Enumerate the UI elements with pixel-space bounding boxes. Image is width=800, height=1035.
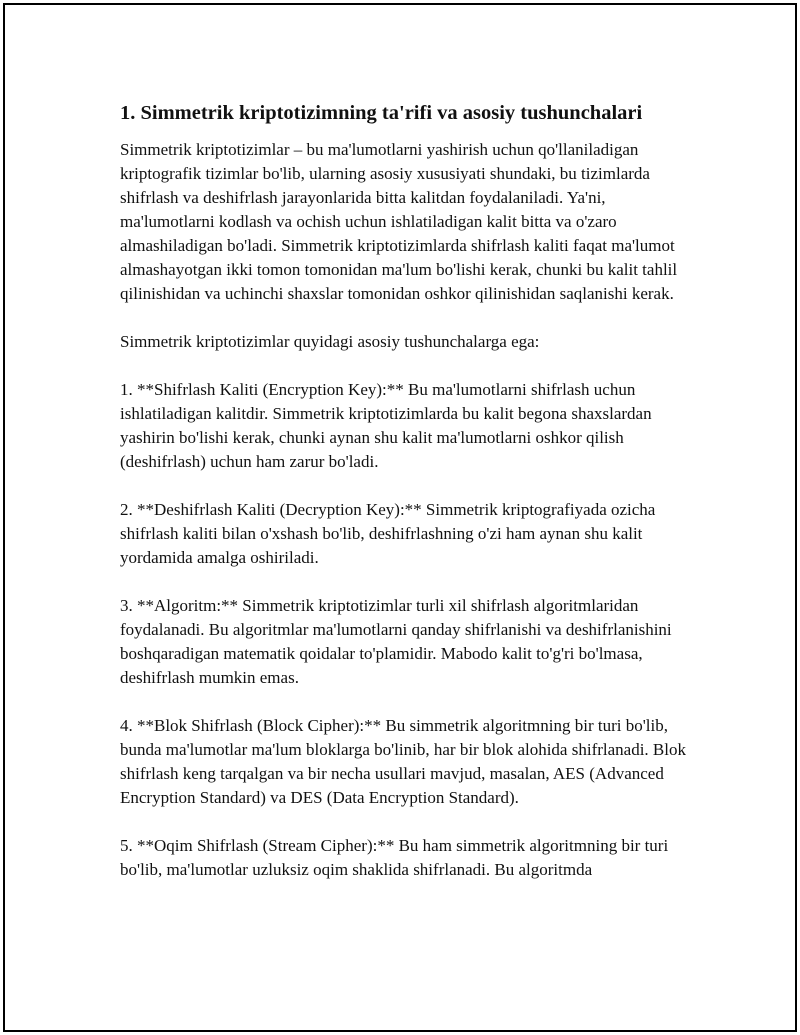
section-heading: 1. Simmetrik kriptotizimning ta'rifi va asosiy tushunchalari — [120, 102, 643, 124]
list-item-decryption-key: 2. **Deshifrlash Kaliti (Decryption Key):** Simmetrik kriptografiyada ozicha shifrlash kaliti bilan o'xshash bo'lib, deshifrlashning o'zi ham aynan shu kalit yordamida amalga oshiriladi. — [120, 500, 656, 567]
document-content — [120, 100, 692, 906]
intro-paragraph: Simmetrik kriptotizimlar – bu ma'lumotlarni yashirish uchun qo'llaniladigan kriptografik tizimlar bo'lib, ularning asosiy xususiyati shundaki, bu tizimlarda shifrlash va deshifrlash jarayonlarida bitta kalitdan foydalaniladi. Ya'ni, ma'lumotlarni kodlash va ochish uchun ishlatiladigan kalit bitta va o'zaro almashiladigan bo'ladi. Simmetrik kriptotizimlarda shifrlash kaliti faqat ma'lumot almashayotgan ikki tomon tomonidan ma'lum bo'lishi kerak, chunki bu kalit tahlil qilinishidan va uchinchi shaxslar tomonidan oshkor qilinishidan saqlanishi kerak. — [120, 140, 678, 303]
list-item-algorithm: 3. **Algoritm:** Simmetrik kriptotizimlar turli xil shifrlash algoritmlaridan foydalanadi. Bu algoritmlar ma'lumotlarni qanday shifrlanishi va deshifrlanishini boshqaradigan matematik qoidalar to'plamidir. Mabodo kalit to'g'ri bo'lmasa, deshifrlash mumkin emas. — [120, 596, 672, 687]
list-item-stream-cipher: 5. **Oqim Shifrlash (Stream Cipher):** Bu ham simmetrik algoritmning bir turi bo'lib, ma'lumotlar uzluksiz oqim shaklida shifrlanadi. Bu algoritmda — [120, 836, 669, 879]
list-item-block-cipher: 4. **Blok Shifrlash (Block Cipher):** Bu simmetrik algoritmning bir turi bo'lib, bunda ma'lumotlar ma'lum bloklarga bo'linib, har bir blok alohida shifrlanadi. Blok shifrlash keng tarqalgan va bir necha usullari mavjud, masalan, AES (Advanced Encryption Standard) va DES (Data Encryption Standard). — [120, 716, 686, 807]
document-page — [3, 3, 797, 1032]
concepts-intro-paragraph: Simmetrik kriptotizimlar quyidagi asosiy tushunchalarga ega: — [120, 332, 540, 351]
list-item-encryption-key: 1. **Shifrlash Kaliti (Encryption Key):** Bu ma'lumotlarni shifrlash uchun ishlatiladigan kalitdir. Simmetrik kriptotizimlarda bu kalit begona shaxslardan yashirin bo'lishi kerak, chunki aynan shu kalit ma'lumotlarni oshkor qilish (deshifrlash) uchun ham zarur bo'ladi. — [120, 380, 652, 471]
